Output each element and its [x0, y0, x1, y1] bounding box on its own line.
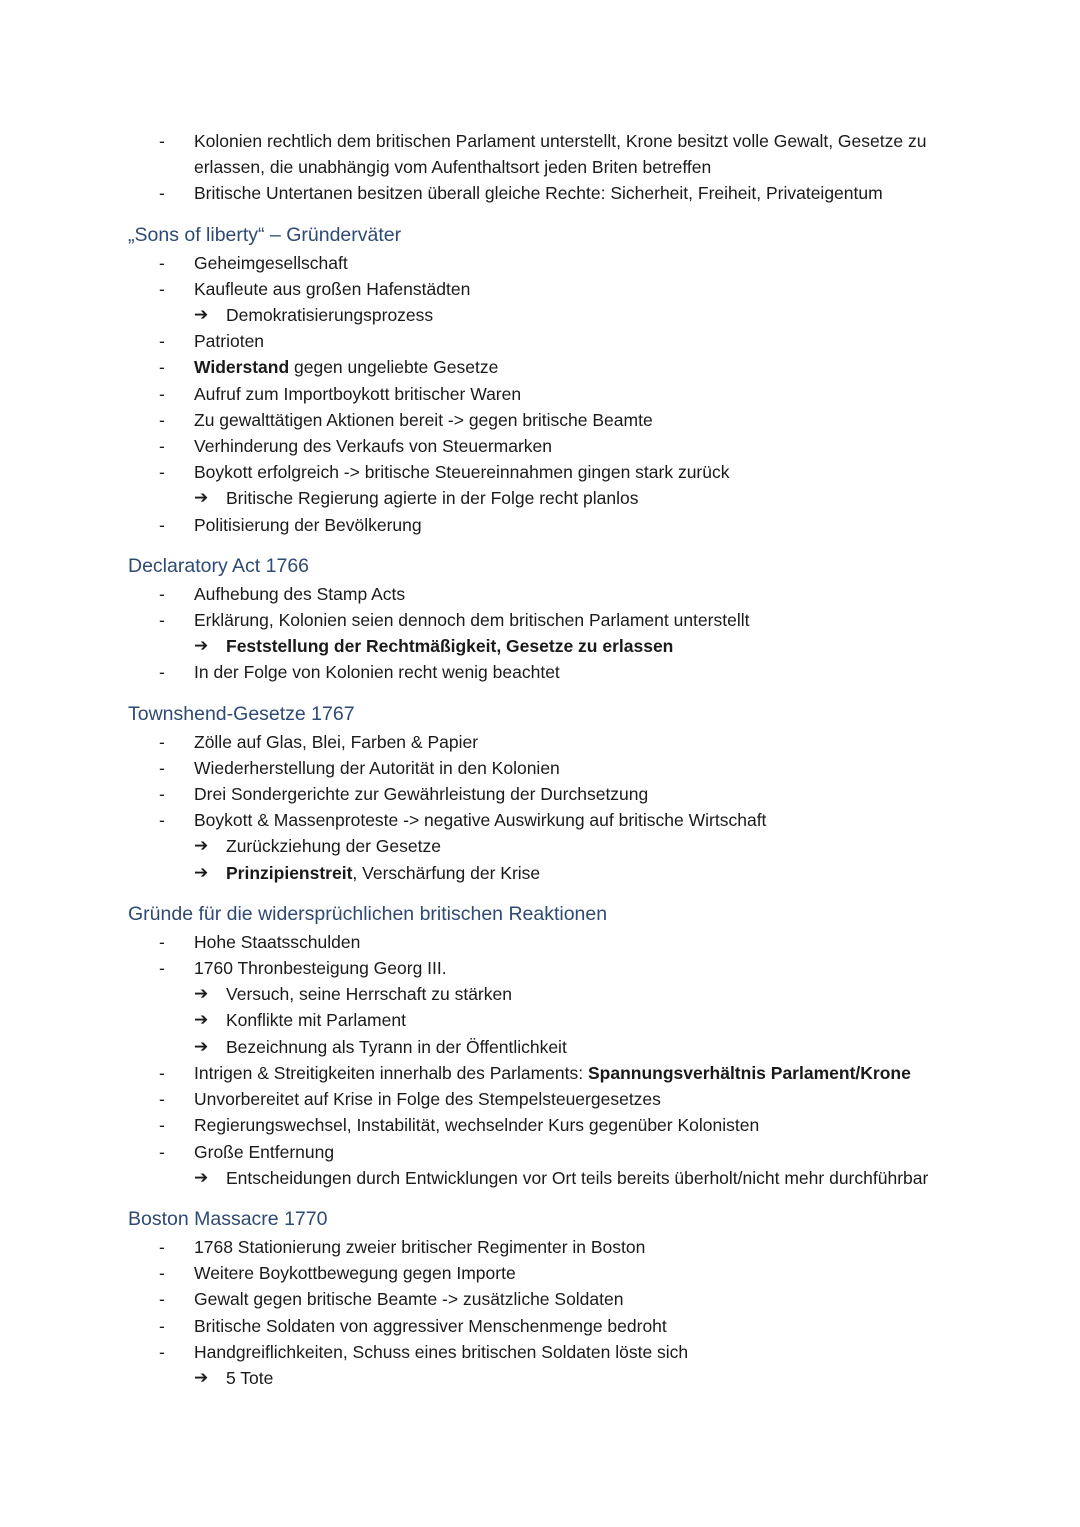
list-item: - In der Folge von Kolonien recht wenig beachtet: [128, 659, 960, 685]
list-item: - Handgreiflichkeiten, Schuss eines britischen Soldaten löste sich: [128, 1339, 960, 1365]
list-item: - Weitere Boykottbewegung gegen Importe: [128, 1260, 960, 1286]
arrow-item-text: Entscheidungen durch Entwicklungen vor Ort teils bereits überholt/nicht mehr durchführbar: [226, 1167, 929, 1188]
item-text: Intrigen & Streitigkeiten innerhalb des Parlaments:: [194, 1062, 588, 1083]
list-item: - 1760 Thronbesteigung Georg III.: [128, 955, 960, 981]
list-item: - Politisierung der Bevölkerung: [128, 512, 960, 538]
list-item: - Patrioten: [128, 328, 960, 354]
arrow-item-text: Zurückziehung der Gesetze: [226, 836, 441, 857]
bold-text: Spannungsverhältnis Parlament/Krone: [587, 1062, 911, 1083]
arrow-list-item: [128, 981, 960, 1007]
list-item: - Hohe Staatsschulden: [128, 929, 960, 955]
list-item: - Boykott & Massenproteste -> negative Auswirkung auf britische Wirtschaft: [128, 807, 960, 833]
list-item: - Drei Sondergerichte zur Gewährleistung der Durchsetzung: [128, 781, 960, 807]
arrow-list-item: [128, 1365, 960, 1391]
section-heading-townshend: Townshend-Gesetze 1767: [128, 702, 355, 725]
list-item: - Gewalt gegen britische Beamte -> zusätzliche Soldaten: [128, 1286, 960, 1312]
list-item: [128, 354, 960, 380]
item-text: , Verschärfung der Krise: [352, 862, 541, 883]
arrow-right-icon: ➔: [194, 1036, 209, 1056]
arrow-item-text: Britische Regierung agierte in der Folge recht planlos: [226, 488, 639, 509]
section-heading-boston-massacre: Boston Massacre 1770: [128, 1207, 328, 1230]
arrow-item-text: Feststellung der Rechtmäßigkeit, Gesetze zu erlassen: [226, 636, 674, 657]
list-item: - Aufhebung des Stamp Acts: [128, 581, 960, 607]
arrow-item-text: Konflikte mit Parlament: [226, 1010, 406, 1031]
bold-text: Prinzipienstreit: [226, 862, 353, 883]
list-item: - Verhinderung des Verkaufs von Steuermarken: [128, 433, 960, 459]
arrow-list-item: [128, 485, 960, 511]
list-item: - Wiederherstellung der Autorität in den Kolonien: [128, 755, 960, 781]
list-item: [128, 1060, 960, 1086]
arrow-right-icon: ➔: [194, 305, 209, 325]
list-item: - Kolonien rechtlich dem britischen Parlament unterstellt, Krone besitzt volle Gewalt, Gesetze zu erlassen, die unabhängig vom Aufenthaltsort jeden Briten betreffen: [128, 128, 960, 180]
arrow-right-icon: ➔: [194, 836, 209, 856]
arrow-right-icon: ➔: [194, 1010, 209, 1030]
arrow-right-icon: ➔: [194, 488, 209, 508]
bold-text: Widerstand: [194, 357, 290, 378]
arrow-list-item: [128, 633, 960, 659]
section-heading-declaratory-act: Declaratory Act 1766: [128, 554, 310, 577]
townshend-list: [128, 729, 960, 886]
sons-of-liberty-list: [128, 250, 960, 538]
item-text: gegen ungeliebte Gesetze: [289, 357, 499, 378]
declaratory-act-list: [128, 581, 960, 686]
arrow-item-text: Bezeichnung als Tyrann in der Öffentlichkeit: [226, 1036, 567, 1057]
section-heading-gruende: Gründe für die widersprüchlichen britischen Reaktionen: [128, 902, 608, 925]
list-item: - Zölle auf Glas, Blei, Farben & Papier: [128, 729, 960, 755]
arrow-right-icon: ➔: [194, 636, 209, 656]
list-item: - Britische Soldaten von aggressiver Menschenmenge bedroht: [128, 1313, 960, 1339]
arrow-right-icon: ➔: [194, 984, 209, 1004]
arrow-right-icon: ➔: [194, 1367, 209, 1387]
gruende-list: [128, 929, 960, 1191]
arrow-item-text: Demokratisierungsprozess: [226, 305, 434, 326]
list-item: - Geheimgesellschaft: [128, 250, 960, 276]
list-item: - Unvorbereitet auf Krise in Folge des Stempelsteuergesetzes: [128, 1086, 960, 1112]
arrow-item-text: Versuch, seine Herrschaft zu stärken: [226, 984, 512, 1005]
section-heading-sons-of-liberty: „Sons of liberty“ – Gründerväter: [128, 223, 402, 246]
arrow-list-item: [128, 833, 960, 859]
list-item: - Britische Untertanen besitzen überall gleiche Rechte: Sicherheit, Freiheit, Privateigentum: [128, 180, 960, 206]
arrow-list-item: [128, 1007, 960, 1033]
arrow-list-item: [128, 1034, 960, 1060]
arrow-right-icon: ➔: [194, 862, 209, 882]
list-item: - Kaufleute aus großen Hafenstädten: [128, 276, 960, 302]
arrow-list-item: [128, 860, 960, 886]
arrow-list-item: [128, 302, 960, 328]
list-item: - 1768 Stationierung zweier britischer Regimenter in Boston: [128, 1234, 960, 1260]
list-item: - Aufruf zum Importboykott britischer Waren: [128, 381, 960, 407]
arrow-item-text: 5 Tote: [226, 1367, 274, 1388]
list-item: - Zu gewalttätigen Aktionen bereit -> gegen britische Beamte: [128, 407, 960, 433]
list-item: - Große Entfernung: [128, 1139, 960, 1165]
arrow-list-item: [128, 1165, 960, 1191]
arrow-right-icon: ➔: [194, 1167, 209, 1187]
list-item: - Regierungswechsel, Instabilität, wechselnder Kurs gegenüber Kolonisten: [128, 1112, 960, 1138]
intro-list: [128, 128, 960, 207]
list-item: - Erklärung, Kolonien seien dennoch dem britischen Parlament unterstellt: [128, 607, 960, 633]
list-item: - Boykott erfolgreich -> britische Steuereinnahmen gingen stark zurück: [128, 459, 960, 485]
boston-massacre-list: [128, 1234, 960, 1391]
